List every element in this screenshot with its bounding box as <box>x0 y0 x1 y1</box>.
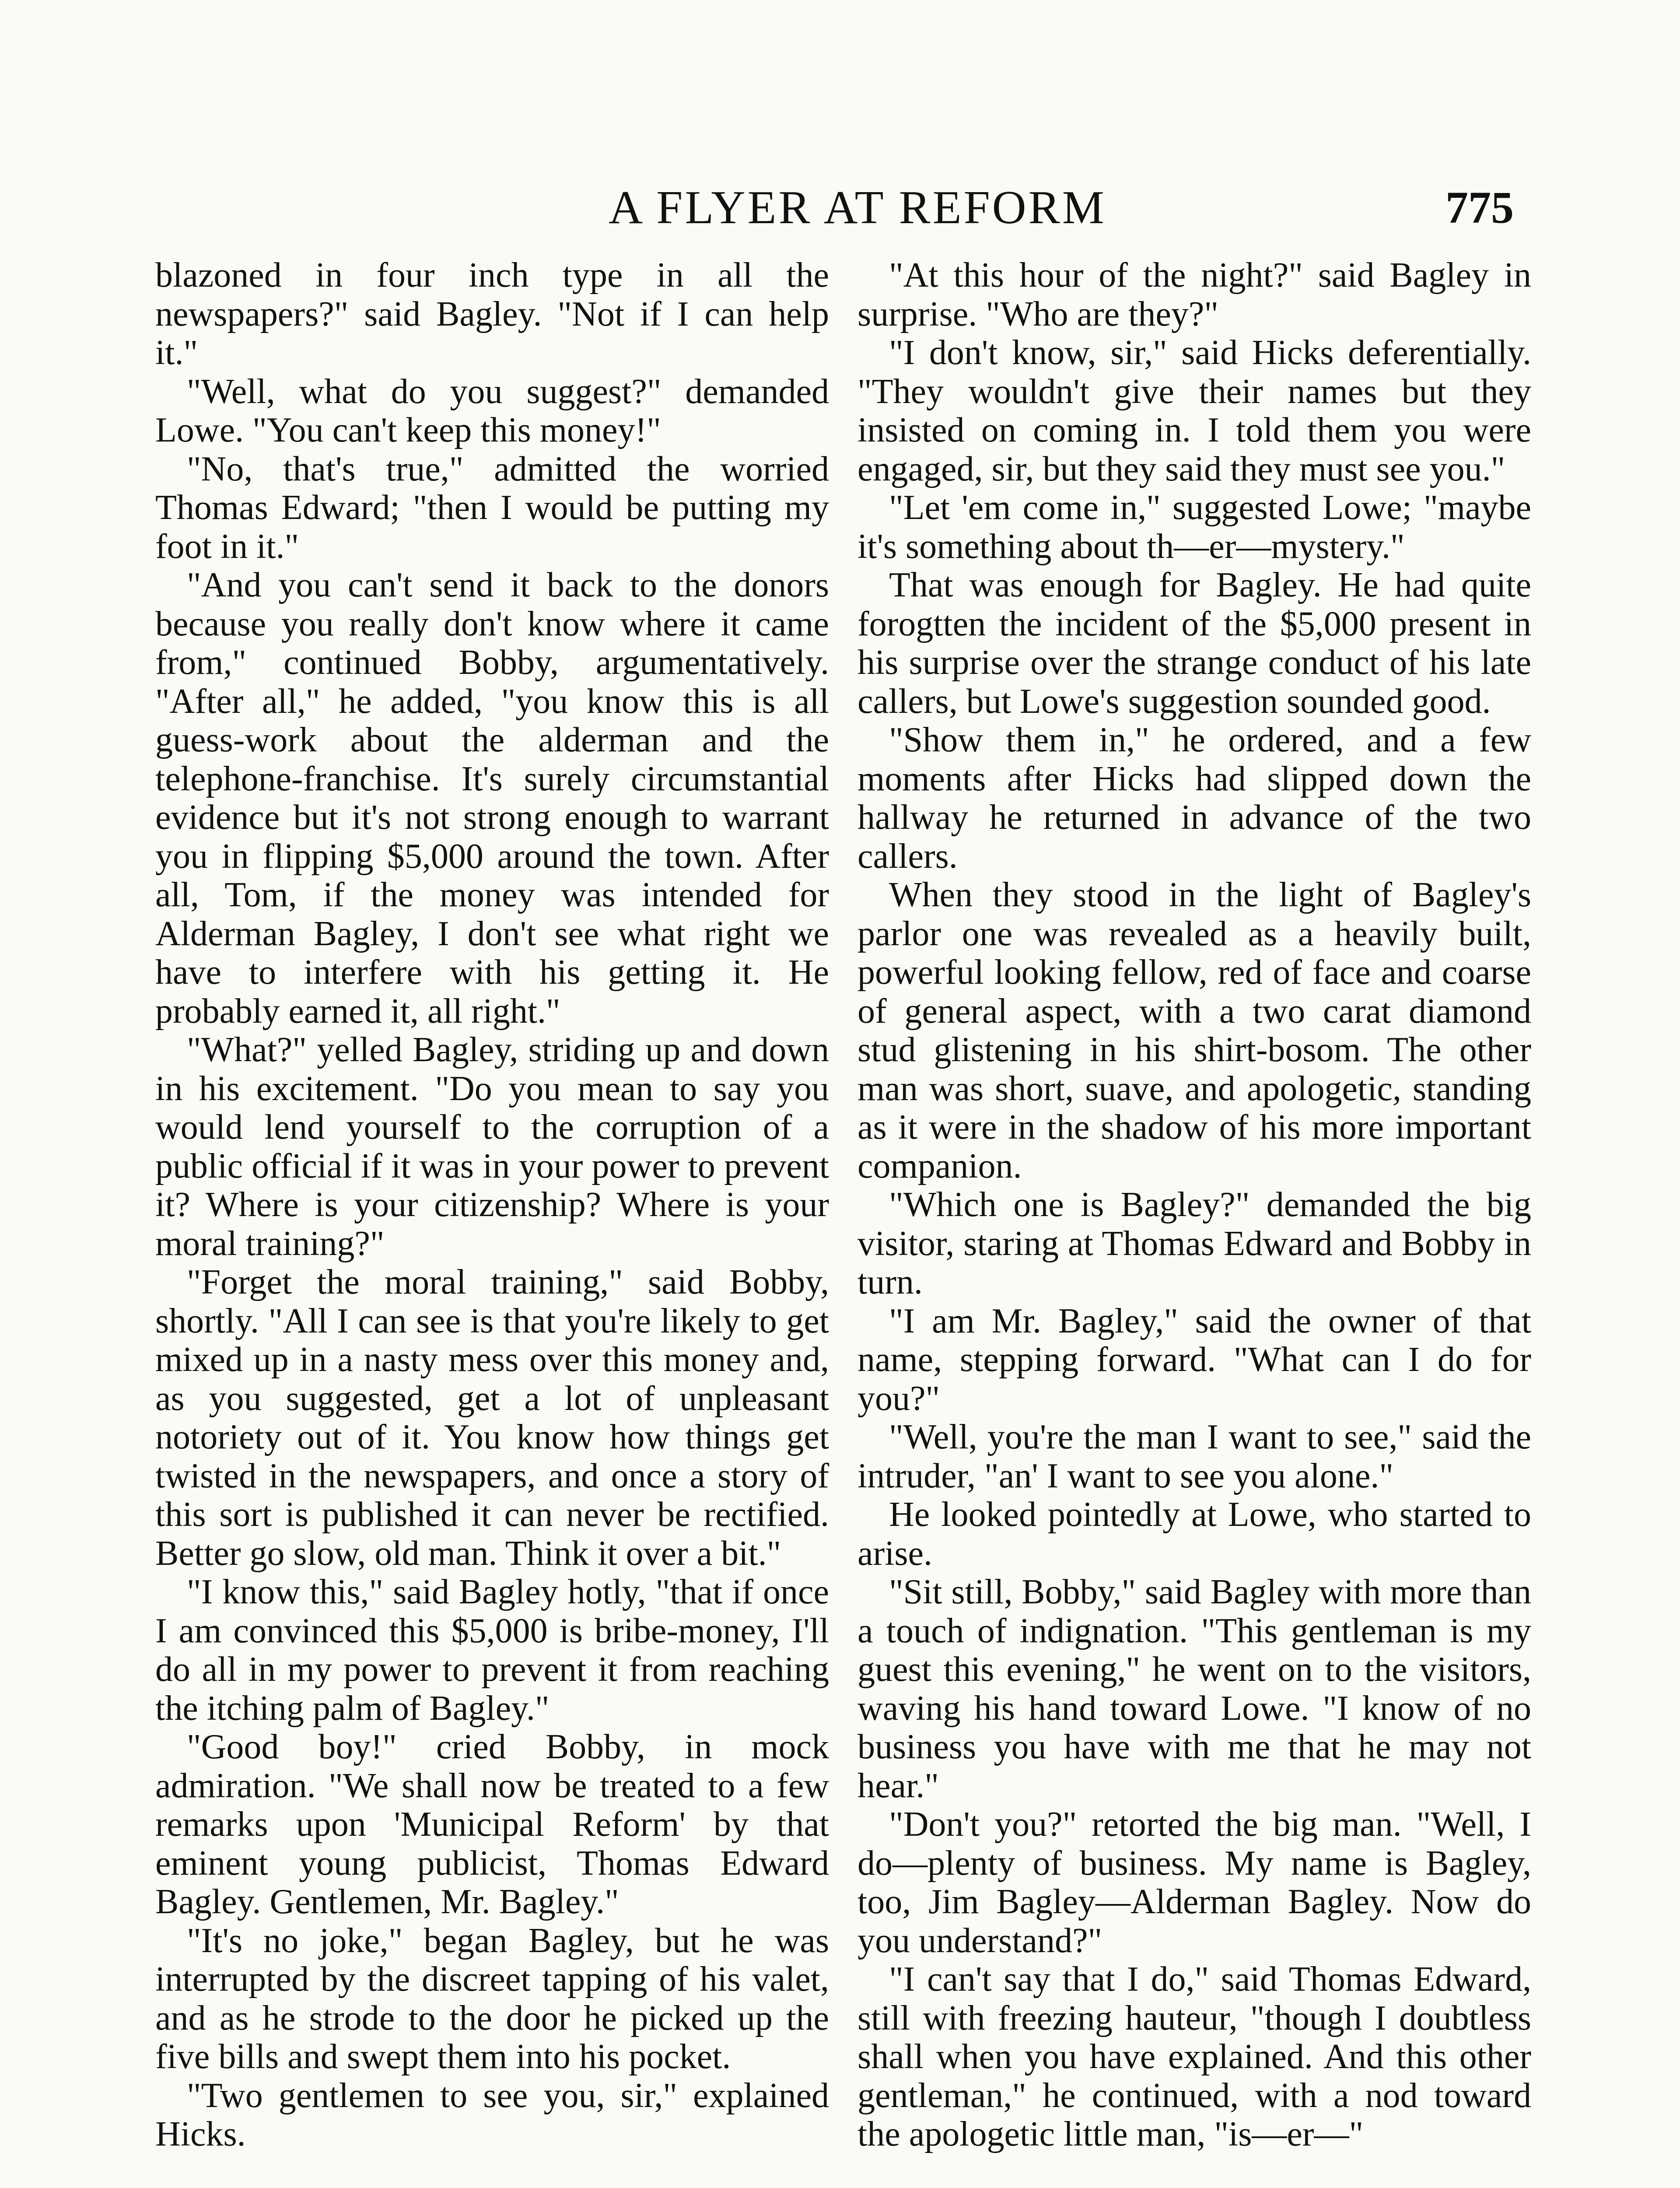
paragraph: "Show them in," he ordered, and a few moments after Hicks had slipped down the hallway he returned in advance of the two callers. <box>858 721 1531 876</box>
paragraph: "It's no joke," began Bagley, but he was interrupted by the discreet tapping of his valet, and as he strode to the door he picked up the five bills and swept them into his pocket. <box>155 1921 829 2076</box>
paragraph: "Forget the moral training," said Bobby, shortly. "All I can see is that you're likely to get mixed up in a nasty mess over this money and, as you suggested, get a lot of unpleasant notoriety out of it. You know how things get twisted in the newspapers, and once a story of this sort is published it can never be rectified. Better go slow, old man. Think it over a bit." <box>155 1263 829 1573</box>
paragraph: "Which one is Bagley?" demanded the big visitor, staring at Thomas Edward and Bobby in turn. <box>858 1185 1531 1301</box>
paragraph: That was enough for Bagley. He had quite forogtten the incident of the $5,000 present in his surprise over the strange conduct of his late callers, but Lowe's suggestion sounded good. <box>858 566 1531 721</box>
paragraph: "Sit still, Bobby," said Bagley with more than a touch of indignation. "This gentleman is my guest this evening," he went on to the visitors, waving his hand toward Lowe. "I know of no business you have with me that he may not hear." <box>858 1573 1531 1805</box>
paragraph: "What?" yelled Bagley, striding up and down in his excitement. "Do you mean to say you would lend yourself to the corruption of a public official if it was in your power to prevent it? Where is your citizenship? Where is your moral training?" <box>155 1031 829 1263</box>
page-number: 775 <box>1446 182 1514 233</box>
paragraph: "I can't say that I do," said Thomas Edward, still with freezing hauteur, "though I doubtless shall when you have explained. And this other gentleman," he continued, with a nod toward the apologetic little man, "is—er—" <box>858 1960 1531 2153</box>
left-column <box>155 256 829 2154</box>
paragraph: When they stood in the light of Bagley's parlor one was revealed as a heavily built, powerful looking fellow, red of face and coarse of general aspect, with a two carat diamond stud glistening in his shirt-bosom. The other man was short, suave, and apologetic, standing as it were in the shadow of his more important companion. <box>858 876 1531 1185</box>
paragraph: "At this hour of the night?" said Bagley in surprise. "Who are they?" <box>858 256 1531 333</box>
paragraph: "I know this," said Bagley hotly, "that if once I am convinced this $5,000 is bribe-money, I'll do all in my power to prevent it from reaching the itching palm of Bagley." <box>155 1573 829 1728</box>
running-title: A FLYER AT REFORM <box>609 182 1106 234</box>
page-header <box>0 173 1680 243</box>
paragraph: "Good boy!" cried Bobby, in mock admiration. "We shall now be treated to a few remarks upon 'Municipal Reform' by that eminent young publicist, Thomas Edward Bagley. Gentlemen, Mr. Bagley." <box>155 1728 829 1921</box>
paragraph: "Well, what do you suggest?" demanded Lowe. "You can't keep this money!" <box>155 372 829 449</box>
right-column <box>858 256 1531 2154</box>
paragraph: "Well, you're the man I want to see," said the intruder, "an' I want to see you alone." <box>858 1418 1531 1495</box>
paragraph: "No, that's true," admitted the worried Thomas Edward; "then I would be putting my foot in it." <box>155 449 829 566</box>
paragraph: "Let 'em come in," suggested Lowe; "maybe it's something about th—er—mystery." <box>858 488 1531 566</box>
paragraph: "Don't you?" retorted the big man. "Well, I do—plenty of business. My name is Bagley, too, Jim Bagley—Alderman Bagley. Now do you understand?" <box>858 1805 1531 1960</box>
paragraph: "And you can't send it back to the donors because you really don't know where it came from," continued Bobby, argumentatively. "After all," he added, "you know this is all guess-work about the alderman and the telephone-franchise. It's surely circumstantial evidence but it's not strong enough to warrant you in flipping $5,000 around the town. After all, Tom, if the money was intended for Alderman Bagley, I don't see what right we have to interfere with his getting it. He probably earned it, all right." <box>155 566 829 1031</box>
paragraph: He looked pointedly at Lowe, who started to arise. <box>858 1495 1531 1573</box>
paragraph: "I am Mr. Bagley," said the owner of that name, stepping forward. "What can I do for you?" <box>858 1301 1531 1418</box>
paragraph: blazoned in four inch type in all the newspapers?" said Bagley. "Not if I can help it." <box>155 256 829 372</box>
paragraph: "I don't know, sir," said Hicks deferentially. "They wouldn't give their names but they insisted on coming in. I told them you were engaged, sir, but they said they must see you." <box>858 333 1531 488</box>
paragraph: "Two gentlemen to see you, sir," explained Hicks. <box>155 2076 829 2153</box>
